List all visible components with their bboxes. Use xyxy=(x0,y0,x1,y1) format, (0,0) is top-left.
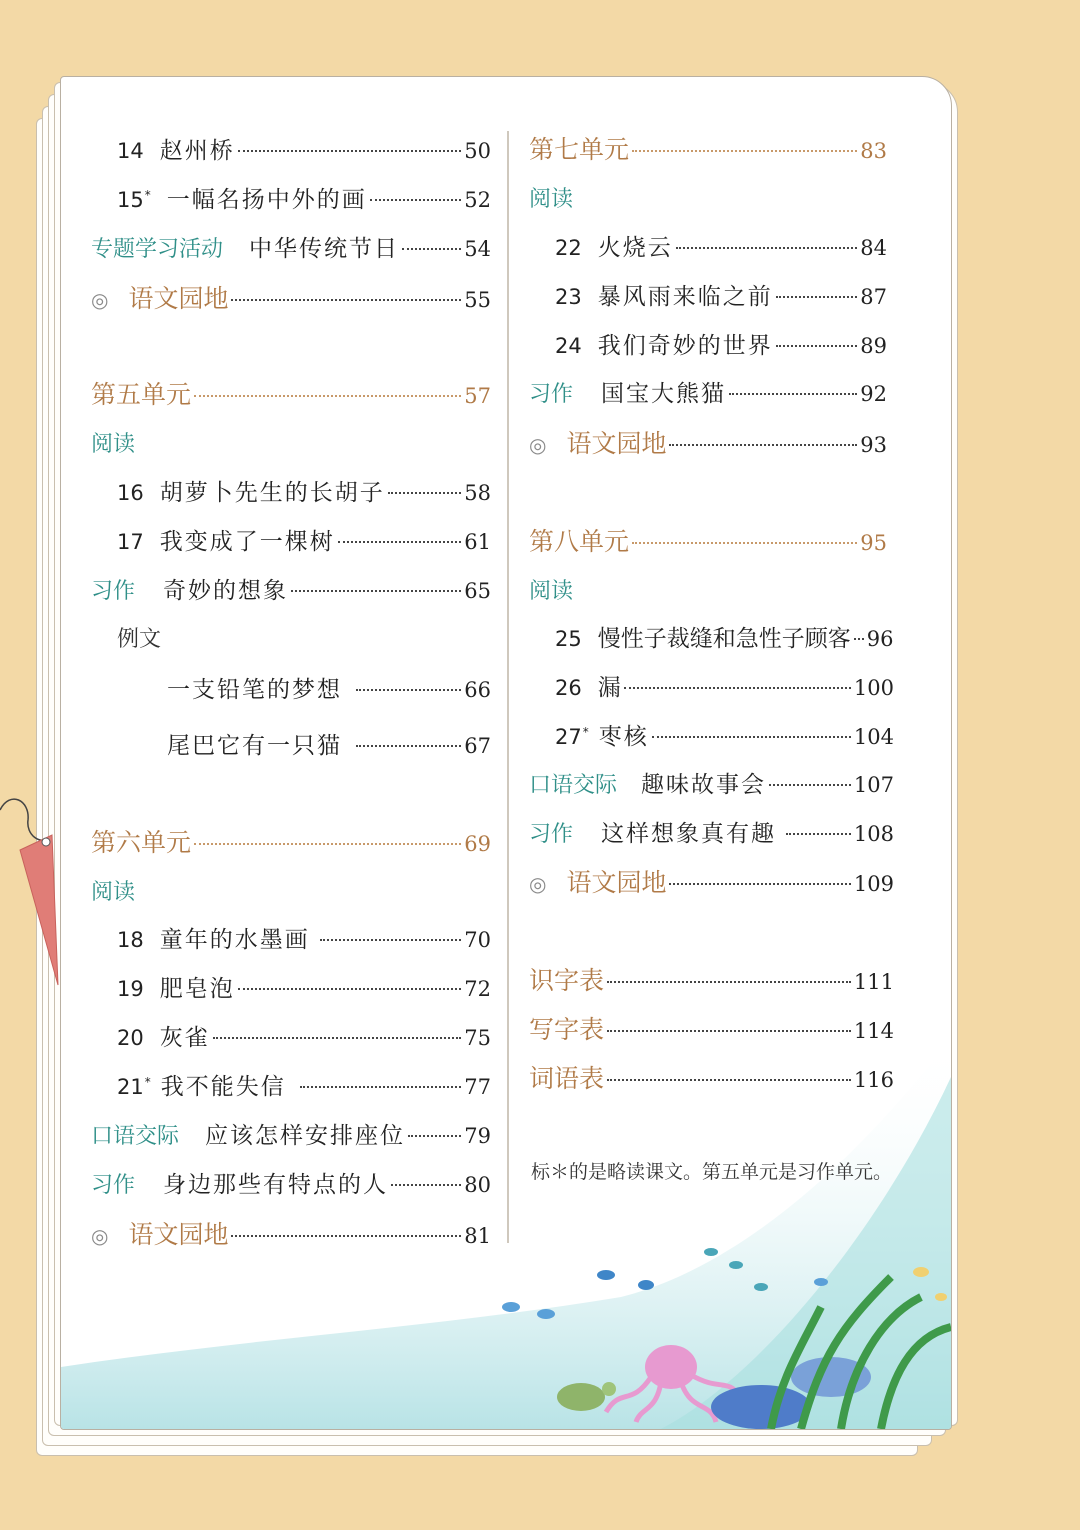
toc-entry-25[interactable] xyxy=(555,620,894,653)
lesson-title: 尾巴它有一只猫 xyxy=(167,733,342,759)
lesson-title: 中华传统节日 xyxy=(249,236,400,262)
page-number: 55 xyxy=(464,288,491,312)
toc-entry-24[interactable] xyxy=(555,327,887,360)
toc-entry-26[interactable] xyxy=(555,669,894,702)
unit-title: 第七单元 xyxy=(529,135,630,164)
dot-leader xyxy=(607,1079,851,1081)
page-number: 92 xyxy=(860,382,887,406)
appendix-title: 词语表 xyxy=(529,1064,605,1093)
lesson-title: 肥皂泡 xyxy=(159,976,235,1002)
page-number: 83 xyxy=(860,139,887,163)
unit-heading-6[interactable] xyxy=(91,823,491,859)
lesson-title: 枣核 xyxy=(598,724,649,750)
lesson-number: 26 xyxy=(555,676,582,700)
dot-leader xyxy=(356,689,461,691)
page-number: 95 xyxy=(860,531,887,555)
page-number: 54 xyxy=(464,237,491,261)
page-number: 80 xyxy=(464,1173,491,1197)
dot-leader xyxy=(776,345,858,347)
page-number: 57 xyxy=(464,384,491,408)
section-label: 习作 xyxy=(91,1173,136,1198)
dot-leader xyxy=(607,1030,851,1032)
page-number: 52 xyxy=(464,188,491,212)
page-number: 77 xyxy=(464,1075,491,1099)
lesson-number: 23 xyxy=(555,285,582,309)
toc-entry-21[interactable] xyxy=(117,1068,491,1101)
dot-leader xyxy=(194,395,461,397)
toc-entry-writing-table[interactable] xyxy=(529,1010,894,1046)
dot-leader xyxy=(300,1086,462,1088)
page-number: 107 xyxy=(853,773,894,797)
bullet-icon: ◎ xyxy=(91,288,109,312)
dot-leader xyxy=(786,833,851,835)
lesson-title: 语文园地 xyxy=(566,429,667,458)
lesson-number: 22 xyxy=(555,236,582,260)
dot-leader xyxy=(370,199,462,201)
toc-entry-example-2[interactable] xyxy=(167,727,491,760)
dot-leader xyxy=(776,296,858,298)
dot-leader xyxy=(338,541,462,543)
lesson-title: 灰雀 xyxy=(159,1025,210,1051)
section-label: 习作 xyxy=(91,579,136,604)
lesson-number: 25 xyxy=(555,627,582,651)
toc-entry-19[interactable] xyxy=(117,970,491,1003)
toc-entry-14[interactable] xyxy=(117,132,491,165)
toc-entry-chinese-garden-6[interactable] xyxy=(91,1215,491,1251)
toc-page xyxy=(60,76,952,1430)
page-number: 75 xyxy=(464,1026,491,1050)
lesson-title: 语文园地 xyxy=(566,868,667,897)
page-number: 89 xyxy=(860,334,887,358)
toc-entry-writing-8[interactable] xyxy=(529,815,894,848)
section-label: 口语交际 xyxy=(529,773,618,798)
toc-entry-17[interactable] xyxy=(117,523,491,556)
dot-leader xyxy=(624,687,851,689)
toc-entry-oral-6[interactable] xyxy=(91,1117,491,1150)
toc-entry-18[interactable] xyxy=(117,921,491,954)
lesson-title: 火烧云 xyxy=(597,235,673,261)
toc-entry-vocabulary-table[interactable] xyxy=(529,1059,894,1095)
page-number: 81 xyxy=(464,1224,491,1248)
dot-leader xyxy=(291,590,461,592)
lesson-title: 我不能失信 xyxy=(160,1074,286,1100)
page-number: 67 xyxy=(464,734,491,758)
page-number: 96 xyxy=(866,627,894,651)
page-number: 111 xyxy=(853,970,894,994)
page-number: 114 xyxy=(853,1019,894,1043)
dot-leader xyxy=(652,736,851,738)
lesson-title: 赵州桥 xyxy=(159,138,235,164)
page-number: 66 xyxy=(464,678,491,702)
toc-entry-chinese-garden-7[interactable] xyxy=(529,424,887,460)
toc-entry-chinese-garden-8[interactable] xyxy=(529,863,894,899)
toc-entry-oral-8[interactable] xyxy=(529,766,894,799)
dot-leader xyxy=(356,745,461,747)
dot-leader xyxy=(854,638,864,640)
lesson-title: 趣味故事会 xyxy=(641,772,767,798)
column-divider xyxy=(507,131,509,1243)
lesson-title: 奇妙的想象 xyxy=(163,578,289,604)
unit-heading-8[interactable] xyxy=(529,522,887,558)
dot-leader xyxy=(669,883,850,885)
lesson-title: 身边那些有特点的人 xyxy=(163,1172,389,1198)
dot-leader xyxy=(238,988,462,990)
lesson-number: 24 xyxy=(555,334,582,358)
lesson-title: 我们奇妙的世界 xyxy=(597,333,773,359)
page-number: 72 xyxy=(464,977,491,1001)
page-number: 87 xyxy=(860,285,887,309)
lesson-title: 漏 xyxy=(597,675,621,701)
lesson-title: 这样想象真有趣 xyxy=(601,821,777,847)
dot-leader xyxy=(669,444,857,446)
lesson-title: 我变成了一棵树 xyxy=(159,529,335,555)
dot-leader xyxy=(320,939,462,941)
lesson-title: 胡萝卜先生的长胡子 xyxy=(159,480,385,506)
toc-entry-writing-5[interactable] xyxy=(91,572,491,605)
dot-leader xyxy=(213,1037,462,1039)
page-number: 70 xyxy=(464,928,491,952)
toc-entry-15[interactable] xyxy=(117,181,491,214)
unit-title: 第五单元 xyxy=(91,380,192,409)
lesson-number: 27* xyxy=(555,725,589,749)
lesson-number: 14 xyxy=(117,139,144,163)
section-label-reading: 阅读 xyxy=(91,880,136,905)
page-number: 58 xyxy=(464,481,491,505)
bullet-icon: ◎ xyxy=(529,872,547,896)
lesson-number: 15* xyxy=(117,188,151,212)
toc-entry-special-activity[interactable] xyxy=(91,230,491,263)
section-label: 习作 xyxy=(529,822,574,847)
page-number: 93 xyxy=(860,433,887,457)
lesson-title: 慢性子裁缝和急性子顾客 xyxy=(597,626,851,652)
bullet-icon: ◎ xyxy=(529,433,547,457)
dot-leader xyxy=(231,1235,461,1237)
unit-heading-7[interactable] xyxy=(529,130,887,166)
section-label: 专题学习活动 xyxy=(91,237,224,262)
unit-title: 第六单元 xyxy=(91,828,192,857)
lesson-title: 童年的水墨画 xyxy=(159,927,310,953)
dot-leader xyxy=(231,299,461,301)
dot-leader xyxy=(632,542,857,544)
dot-leader xyxy=(194,843,461,845)
toc-entry-16[interactable] xyxy=(117,474,491,507)
page-number: 79 xyxy=(464,1124,491,1148)
dot-leader xyxy=(408,1135,461,1137)
lesson-number: 19 xyxy=(117,977,144,1001)
page-number: 109 xyxy=(853,872,894,896)
dot-leader xyxy=(402,248,461,250)
footnote: 标＊的是略读课文。第五单元是习作单元。 xyxy=(531,1161,893,1183)
page-number: 69 xyxy=(464,832,491,856)
lesson-title: 语文园地 xyxy=(128,284,229,313)
dot-leader xyxy=(729,393,857,395)
lesson-title: 一支铅笔的梦想 xyxy=(167,677,342,703)
page-number: 108 xyxy=(853,822,894,846)
toc-entry-22[interactable] xyxy=(555,229,887,262)
unit-heading-5[interactable] xyxy=(91,375,491,411)
unit-title: 第八单元 xyxy=(529,527,630,556)
toc-entry-27[interactable] xyxy=(555,718,894,751)
page-number: 61 xyxy=(464,530,491,554)
lesson-title: 暴风雨来临之前 xyxy=(597,284,773,310)
toc-entry-example-1[interactable] xyxy=(167,671,491,704)
toc-entry-literacy-table[interactable] xyxy=(529,961,894,997)
toc-entry-20[interactable] xyxy=(117,1019,491,1052)
page-number: 100 xyxy=(853,676,894,700)
toc-entry-chinese-garden-4[interactable] xyxy=(91,279,491,315)
dot-leader xyxy=(676,247,858,249)
lesson-title: 国宝大熊猫 xyxy=(601,381,727,407)
page-number: 104 xyxy=(853,725,894,749)
dot-leader xyxy=(391,1184,461,1186)
lesson-number: 16 xyxy=(117,481,144,505)
appendix-title: 识字表 xyxy=(529,966,605,995)
lesson-number: 17 xyxy=(117,530,144,554)
bullet-icon: ◎ xyxy=(91,1224,109,1248)
dot-leader xyxy=(607,981,851,983)
section-label-reading: 阅读 xyxy=(529,579,574,604)
page-number: 50 xyxy=(464,139,491,163)
lesson-number: 20 xyxy=(117,1026,144,1050)
dot-leader xyxy=(388,492,462,494)
toc-entry-writing-7[interactable] xyxy=(529,375,887,408)
page-number: 65 xyxy=(464,579,491,603)
dot-leader xyxy=(238,150,462,152)
section-label: 口语交际 xyxy=(91,1124,180,1149)
section-label-reading: 阅读 xyxy=(529,187,574,212)
toc-entry-23[interactable] xyxy=(555,278,887,311)
page-number: 84 xyxy=(860,236,887,260)
dot-leader xyxy=(632,150,857,152)
section-label-reading: 阅读 xyxy=(91,432,136,457)
appendix-title: 写字表 xyxy=(529,1015,605,1044)
lesson-title: 应该怎样安排座位 xyxy=(205,1123,406,1149)
lesson-number: 21* xyxy=(117,1075,151,1099)
toc-entry-writing-6[interactable] xyxy=(91,1166,491,1199)
section-label: 习作 xyxy=(529,382,574,407)
lesson-title: 语文园地 xyxy=(128,1220,229,1249)
lesson-title: 一幅名扬中外的画 xyxy=(166,187,367,213)
lesson-number: 18 xyxy=(117,928,144,952)
dot-leader xyxy=(769,784,851,786)
section-label-example: 例文 xyxy=(117,627,162,652)
page-number: 116 xyxy=(853,1068,894,1092)
